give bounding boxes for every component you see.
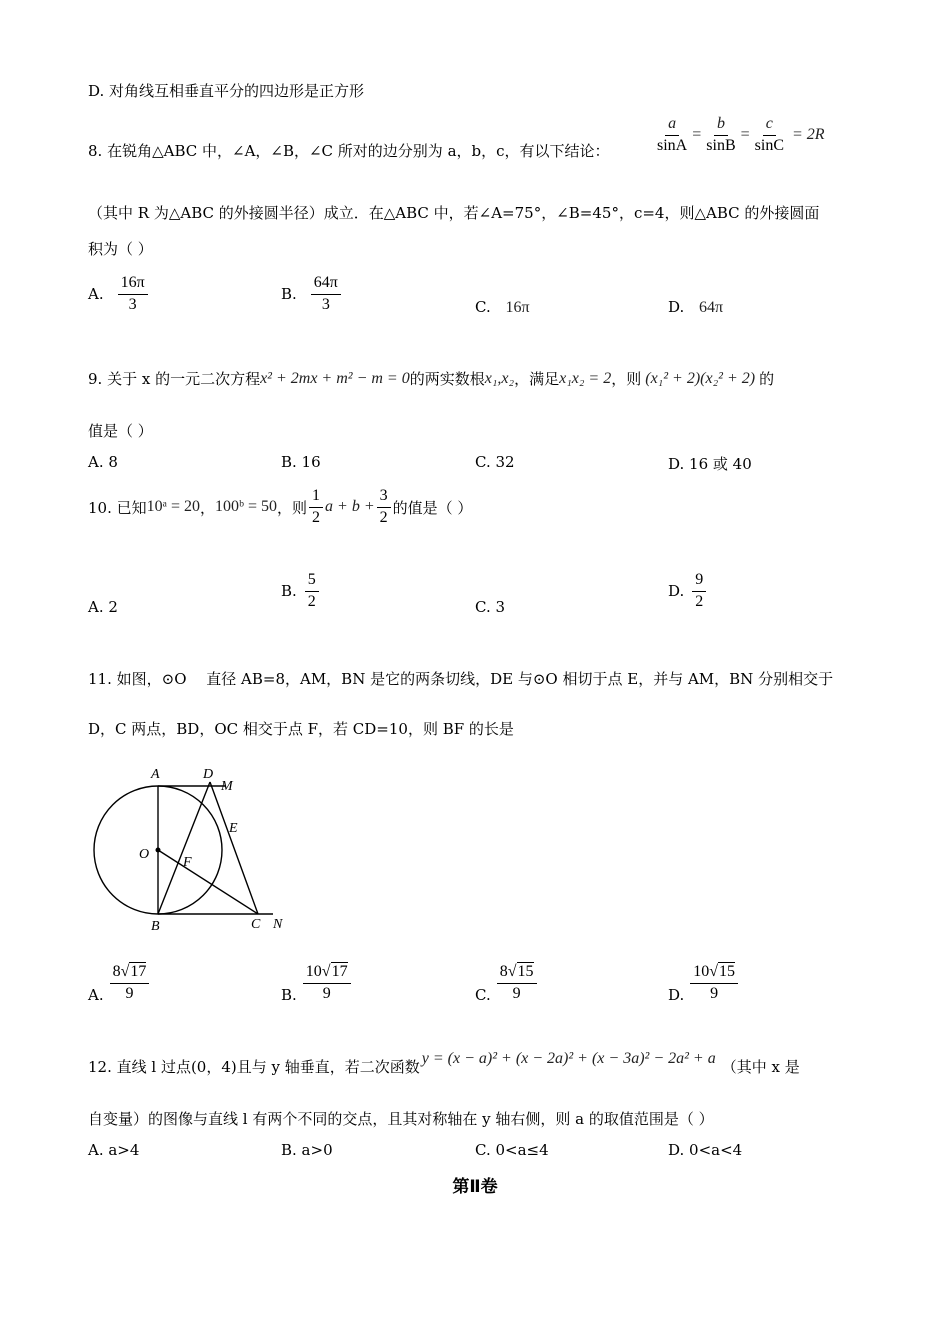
label-d: D	[203, 767, 214, 782]
q10-option-a: A. 2	[88, 598, 118, 616]
label-n: N	[273, 917, 283, 932]
segment-bd	[158, 782, 210, 914]
q12-option-a: A. a>4	[88, 1141, 140, 1159]
q12-option-b: B. a>0	[281, 1141, 333, 1159]
q10-option-c: C. 3	[475, 598, 506, 616]
q8-formula: $\frac{a}{\sin A}$ = $\frac{b}{\sin B}$ = $\frac{c}{\sin C}$ = 2R	[657, 115, 825, 154]
q9-option-a: A. 8	[88, 453, 118, 471]
q11-option-a: A. $\frac{8√17}{9}$	[88, 962, 151, 1004]
q8-option-a: A. $\frac{16\pi}{3}$	[88, 275, 150, 314]
q11-line2: D，C 两点，BD，OC 相交于点 F，若 CD=10，则 BF 的长是	[88, 720, 514, 738]
q9-option-c: C. 32	[475, 453, 515, 471]
label-b: B	[151, 919, 160, 934]
label-o: O	[139, 847, 150, 862]
q9-line2: 值是（ ）	[88, 422, 153, 440]
center-point-o	[156, 848, 161, 853]
q10-option-d: D. $\frac{9}{2}$	[668, 572, 708, 611]
q9-option-b: B. 16	[281, 453, 321, 471]
q10-line1: 10. 已知 10ᵃ = 20 ， 100ᵇ = 50 ，则 $\frac{1}{2}$ a + b + $\frac{3}{2}$ 的值是（ ）	[88, 487, 473, 526]
q11-geometry-figure	[85, 760, 300, 940]
q8-option-d: D. 64π	[668, 298, 724, 316]
q8-intro: 8. 在锐角△ABC 中，∠A，∠B，∠C 所对的边分别为 a，b，c，有以下结论：	[88, 142, 610, 160]
label-m: M	[221, 779, 233, 794]
label-f: F	[183, 855, 192, 870]
q11-option-c: C. $\frac{8√15}{9}$	[475, 962, 539, 1004]
label-c: C	[251, 917, 261, 932]
tangent-dc	[210, 782, 258, 914]
label-e: E	[229, 821, 238, 836]
q11-option-d: D. $\frac{10√15}{9}$	[668, 962, 740, 1004]
q9-option-d: D. 16 或 40	[668, 455, 752, 473]
q8-line3: 积为（ ）	[88, 240, 153, 258]
section-title: 第Ⅱ卷	[452, 1177, 498, 1197]
q8-option-b: B. $\frac{64\pi}{3}$	[281, 275, 343, 314]
q12-line2: 自变量）的图像与直线 l 有两个不同的交点，且其对称轴在 y 轴右侧，则 a 的取值范围是（ ）	[88, 1110, 714, 1128]
segment-oc	[158, 850, 258, 914]
q8-option-c: C. 16π	[475, 298, 530, 316]
q9-line1: 9. 关于 x 的一元二次方程 x² + 2mx + m² − m = 0 的两实数根 x₁,x₂ ，满足 x₁x₂ = 2 ，则 (x₁² + 2)(x₂² + 2) 的	[88, 369, 775, 388]
q12-option-d: D. 0<a<4	[668, 1141, 743, 1159]
q10-option-b: B. $\frac{5}{2}$	[281, 572, 321, 611]
q11-line1: 11. 如图，⊙O 直径 AB=8，AM，BN 是它的两条切线，DE 与⊙O 相切于点 E，并与 AM，BN 分别相交于	[88, 670, 834, 688]
q8-line2: （其中 R 为△ABC 的外接圆半径）成立．在△ABC 中，若∠A=75°，∠B=45°，c=4，则△ABC 的外接圆面	[88, 204, 820, 222]
q7-option-d: D. 对角线互相垂直平分的四边形是正方形	[88, 82, 365, 100]
q11-option-b: B. $\frac{10√17}{9}$	[281, 962, 353, 1004]
q12-line1: 12. 直线 l 过点(0，4)且与 y 轴垂直，若二次函数 y = (x − a)² + (x − 2a)² + (x − 3a)² − 2a² + a （其中 x 是	[88, 1049, 800, 1076]
label-a: A	[151, 767, 160, 782]
q12-option-c: C. 0<a≤4	[475, 1141, 549, 1159]
